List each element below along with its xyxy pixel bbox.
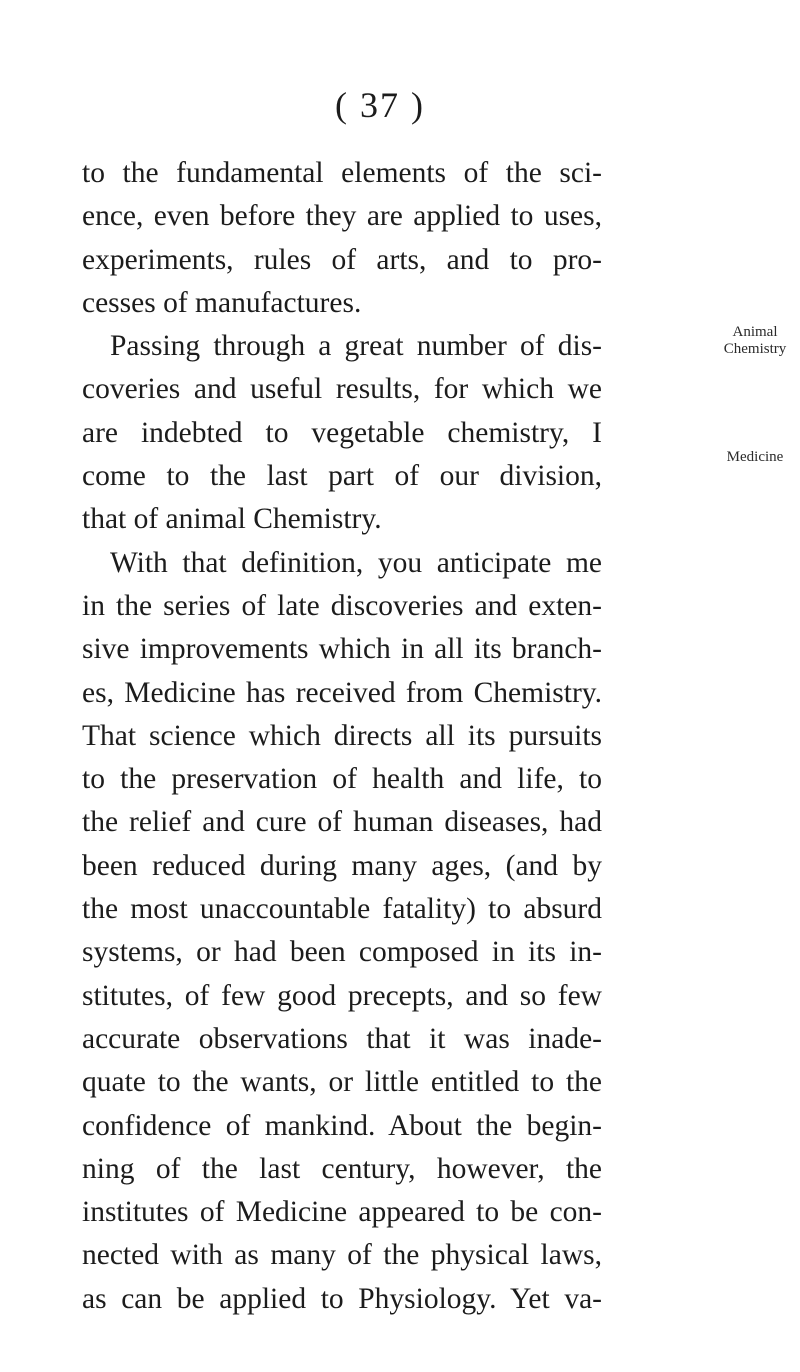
text-line: been reduced during many ages, (and by <box>82 849 602 882</box>
text-line: stitutes, of few good precepts, and so few <box>82 979 602 1012</box>
text-line: to the fundamental elements of the sci- <box>82 157 602 189</box>
margin-note-medicine <box>712 449 798 466</box>
text-line: es, Medicine has received from Chemistry. <box>82 676 602 709</box>
margin-note-animal-chemistry <box>712 324 798 358</box>
text-line: institutes of Medicine appeared to be con- <box>82 1196 602 1229</box>
text-line: sive improvements which in all its branch- <box>82 633 602 666</box>
text-line: in the series of late discoveries and exten- <box>82 589 602 622</box>
margin-note-line: Animal <box>732 324 778 340</box>
margin-note-line: Chemistry <box>723 341 787 357</box>
text-line: That science which directs all its pursuits <box>82 719 602 752</box>
text-line: With that definition, you anticipate me <box>110 546 602 579</box>
text-line: are indebted to vegetable chemistry, I <box>82 416 602 449</box>
text-line: to the preservation of health and life, to <box>82 763 602 796</box>
text-line: ence, even before they are applied to uses, <box>82 200 602 233</box>
text-line: as can be applied to Physiology. Yet va- <box>82 1282 602 1315</box>
text-line: come to the last part of our division, <box>82 460 602 493</box>
page-number: ( 37 ) <box>335 85 425 125</box>
text-line: systems, or had been composed in its in- <box>82 936 602 969</box>
text-line: the relief and cure of human diseases, had <box>82 806 602 839</box>
text-line: Passing through a great number of dis- <box>110 330 602 363</box>
text-line: cesses of manufactures. <box>82 286 362 319</box>
text-line: experiments, rules of arts, and to pro- <box>82 243 602 276</box>
text-line: confidence of mankind. About the begin- <box>82 1109 602 1142</box>
text-line: that of animal Chemistry. <box>82 503 382 536</box>
paragraph-2 <box>82 325 602 541</box>
text-line: accurate observations that it was inade- <box>82 1022 602 1055</box>
text-line: nected with as many of the physical laws, <box>82 1239 602 1272</box>
text-line: ning of the last century, however, the <box>82 1152 602 1185</box>
paragraph-1 <box>82 152 602 325</box>
body-text <box>82 152 602 1321</box>
text-line: the most unaccountable fatality) to absurd <box>82 893 602 926</box>
text-line: quate to the wants, or little entitled to the <box>82 1066 602 1099</box>
margin-note-line: Medicine <box>726 449 784 465</box>
paragraph-3 <box>82 542 602 1321</box>
text-line: coveries and useful results, for which we <box>82 373 602 406</box>
